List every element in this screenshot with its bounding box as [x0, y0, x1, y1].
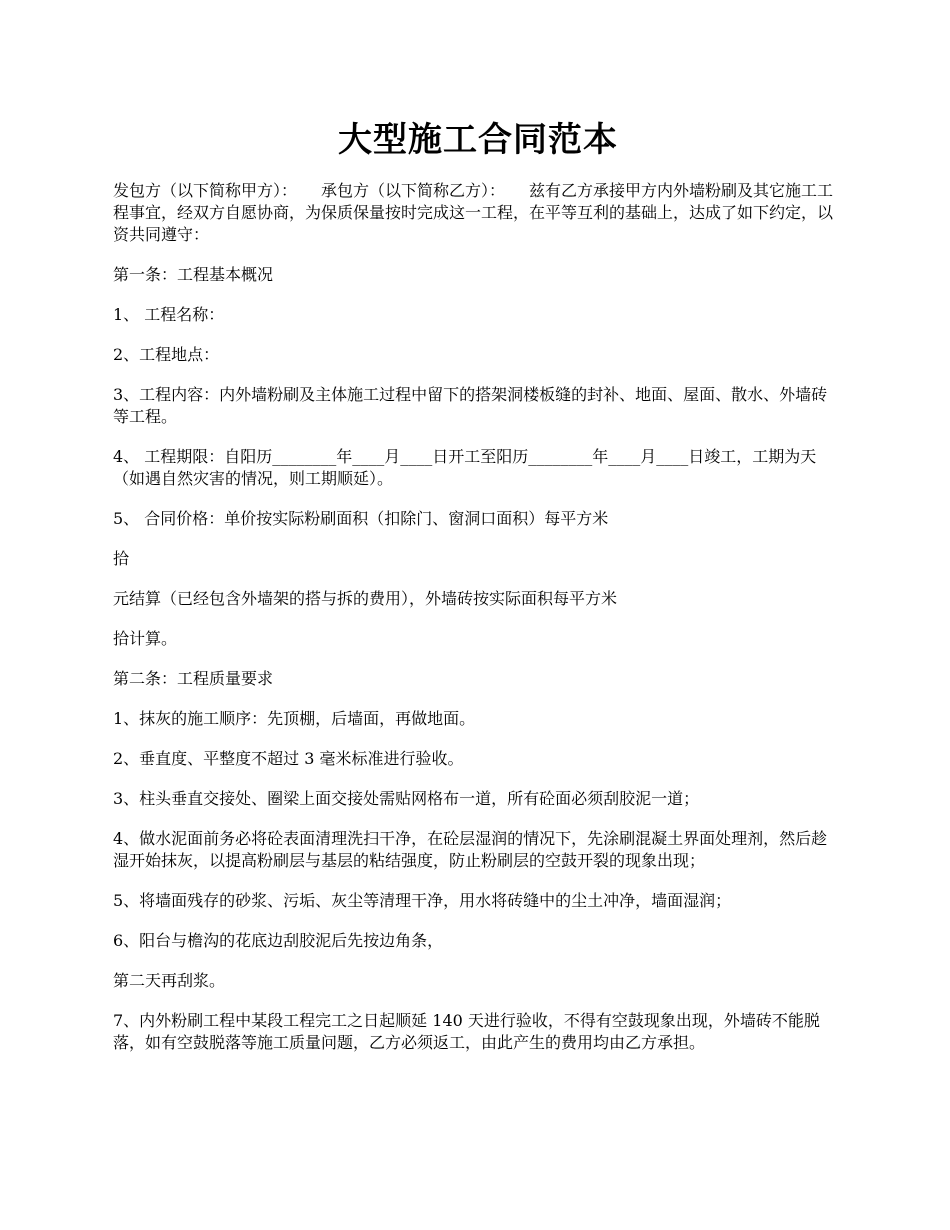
- intro-paragraph: 发包方（以下简称甲方）： 承包方（以下简称乙方）： 兹有乙方承接甲方内外墙粉刷及其它施工工程事宜，经双方自愿协商，为保质保量按时完成这一工程，在平等互利的基础上，达成了如下约定，以资共同遵守：: [113, 181, 834, 244]
- project-content: 3、工程内容：内外墙粉刷及主体施工过程中留下的搭架洞楼板缝的封补、地面、屋面、散水、外墙砖 等工程。: [113, 385, 828, 426]
- quality-item-2: 2、垂直度、平整度不超过 3 毫米标准进行验收。: [113, 749, 464, 768]
- article-2-heading: 第二条：工程质量要求: [113, 669, 274, 688]
- project-period: 4、 工程期限：自阳历________年____月____日开工至阳历________年____月____日竣工，工期为天（如遇自然灾害的情况，则工期顺延）。: [113, 447, 817, 488]
- document-page: [113, 108, 843, 1054]
- document-title: 大型施工合同范本: [338, 120, 618, 160]
- project-location: 2、工程地点：: [113, 345, 220, 364]
- tile-calculation: 拾计算。: [113, 629, 178, 648]
- quality-item-1: 1、抹灰的施工顺序：先顶棚，后墙面，再做地面。: [113, 709, 476, 728]
- quality-item-6-continued: 第二天再刮浆。: [113, 971, 226, 990]
- article-1-heading: 第一条：工程基本概况: [113, 265, 274, 284]
- contract-price: 5、 合同价格：单价按实际粉刷面积（扣除门、窗洞口面积）每平方米: [113, 509, 609, 528]
- quality-item-5: 5、将墙面残存的砂浆、污垢、灰尘等清理干净，用水将砖缝中的尘土冲净，墙面湿润；: [113, 891, 732, 910]
- quality-item-7: 7、内外粉刷工程中某段工程完工之日起顺延 140 天进行验收，不得有空鼓现象出现，外墙砖不能脱落，如有空鼓脱落等施工质量问题，乙方必须返工，由此产生的费用均由乙方承担。: [113, 1011, 820, 1052]
- price-ten-unit: 拾: [113, 549, 130, 568]
- settlement-terms: 元结算（已经包含外墙架的搭与拆的费用），外墙砖按实际面积每平方米: [113, 589, 618, 608]
- quality-item-6: 6、阳台与檐沟的花底边刮胶泥后先按边角条，: [113, 931, 444, 950]
- project-name: 1、 工程名称：: [113, 305, 225, 324]
- quality-item-4: 4、做水泥面前务必将砼表面清理洗扫干净，在砼层湿润的情况下，先涂刷混凝土界面处理剂，然后趁湿开始抹灰，以提高粉刷层与基层的粘结强度，防止粉刷层的空鼓开裂的现象出现；: [113, 829, 828, 870]
- quality-item-3: 3、柱头垂直交接处、圈梁上面交接处需贴网格布一道，所有砼面必须刮胶泥一道；: [113, 789, 700, 808]
